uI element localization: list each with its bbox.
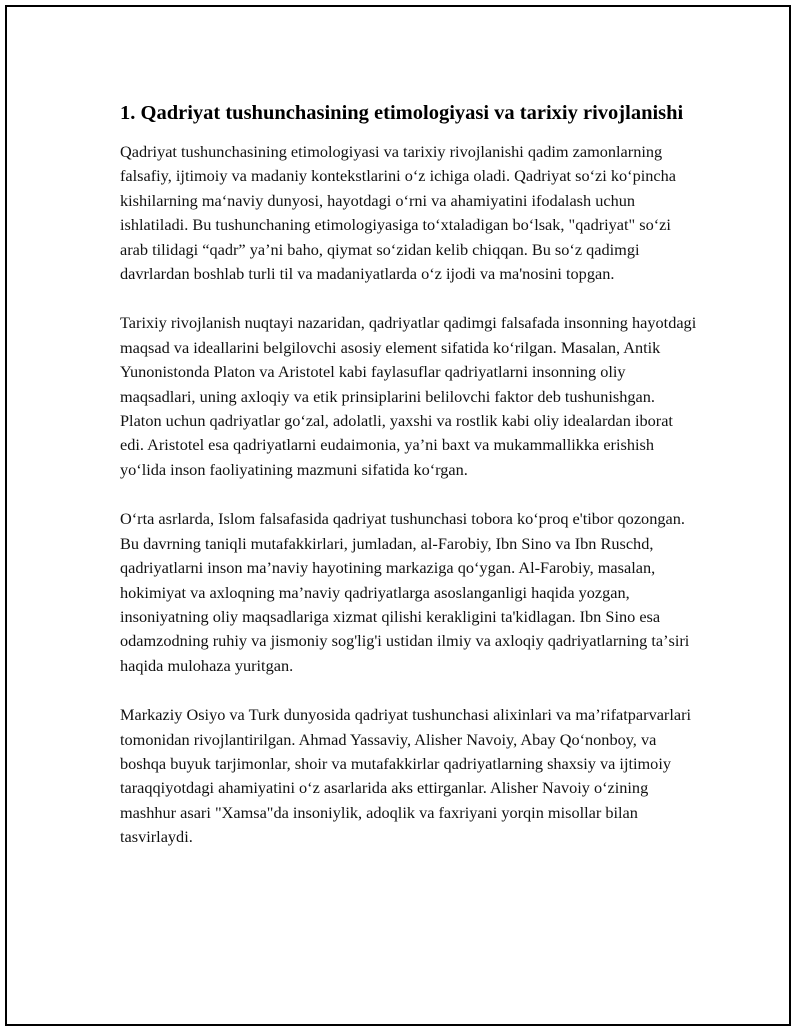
document-page xyxy=(5,5,791,1026)
section-heading: 1. Qadriyat tushunchasining etimologiyasi va tarixiy rivojlanishi xyxy=(120,102,684,124)
paragraph-4: Markaziy Osiyo va Turk dunyosida qadriyat tushunchasi alixinlari va maʼrifatparvarlari tomonidan rivojlantirilgan. Ahmad Yassaviy, Alisher Navoiy, Abay Qoʻnonboy, va boshqa buyuk tarjimonlar, shoir va mutafakkirlar qadriyatlarning shaxsiy va ijtimoiy taraqqiyotdagi ahamiyatini oʻz asarlarida aks ettirganlar. Alisher Navoiy oʻzining mashhur asari "Xamsa"da insoniylik, adoqlik va faxriyani yorqin misollar bilan tasvirlaydi. xyxy=(120,705,692,847)
paragraph-2: Tarixiy rivojlanish nuqtayi nazaridan, qadriyatlar qadimgi falsafada insonning hayotdagi maqsad va ideallarini belgilovchi asosiy element sifatida koʻrilgan. Masalan, Antik Yunonistonda Platon va Aristotel kabi faylasuflar qadriyatlarni insonning oliy maqsadlari, uning axloqiy va etik prinsiplarini belilovchi faktor deb tushunishgan. Platon uchun qadriyatlar goʻzal, adolatli, yaxshi va rostlik kabi oliy idealardan iborat edi. Aristotel esa qadriyatlarni eudaimonia, yaʼni baxt va mukammallikka erishish yoʻlida inson faoliyatining mazmuni sifatida koʻrgan. xyxy=(120,313,697,479)
paragraph-3: Oʻrta asrlarda, Islom falsafasida qadriyat tushunchasi tobora koʻproq e'tibor qozongan. Bu davrning taniqli mutafakkirlari, jumladan, al-Farobiy, Ibn Sino va Ibn Ruschd, qadriyatlarni inson maʼnaviy hayotining markaziga qoʻygan. Al-Farobiy, masalan, hokimiyat va axloqning maʼnaviy qadriyatlarga asoslanganligi haqida yozgan, insoniyatning oliy maqsadlariga xizmat qilishi kerakligini ta'kidlagan. Ibn Sino esa odamzodning ruhiy va jismoniy sog'lig'i ustidan ilmiy va axloqiy qadriyatlarning taʼsiri haqida mulohaza yuritgan. xyxy=(120,509,690,675)
document-content xyxy=(120,101,700,850)
paragraph-1: Qadriyat tushunchasining etimologiyasi va tarixiy rivojlanishi qadim zamonlarning falsafiy, ijtimoiy va madaniy kontekstlarini oʻz ichiga oladi. Qadriyat soʻzi koʻpincha kishilarning maʻnaviy dunyosi, hayotdagi oʻrni va ahamiyatini ifodalash uchun ishlatiladi. Bu tushunchaning etimologiyasiga toʻxtaladigan boʻlsak, "qadriyat" soʻzi arab tilidagi “qadr” yaʼni baho, qiymat soʻzidan kelib chiqqan. Bu soʻz qadimgi davrlardan boshlab turli til va madaniyatlarda oʻz ijodi va ma'nosini topgan. xyxy=(120,142,676,284)
